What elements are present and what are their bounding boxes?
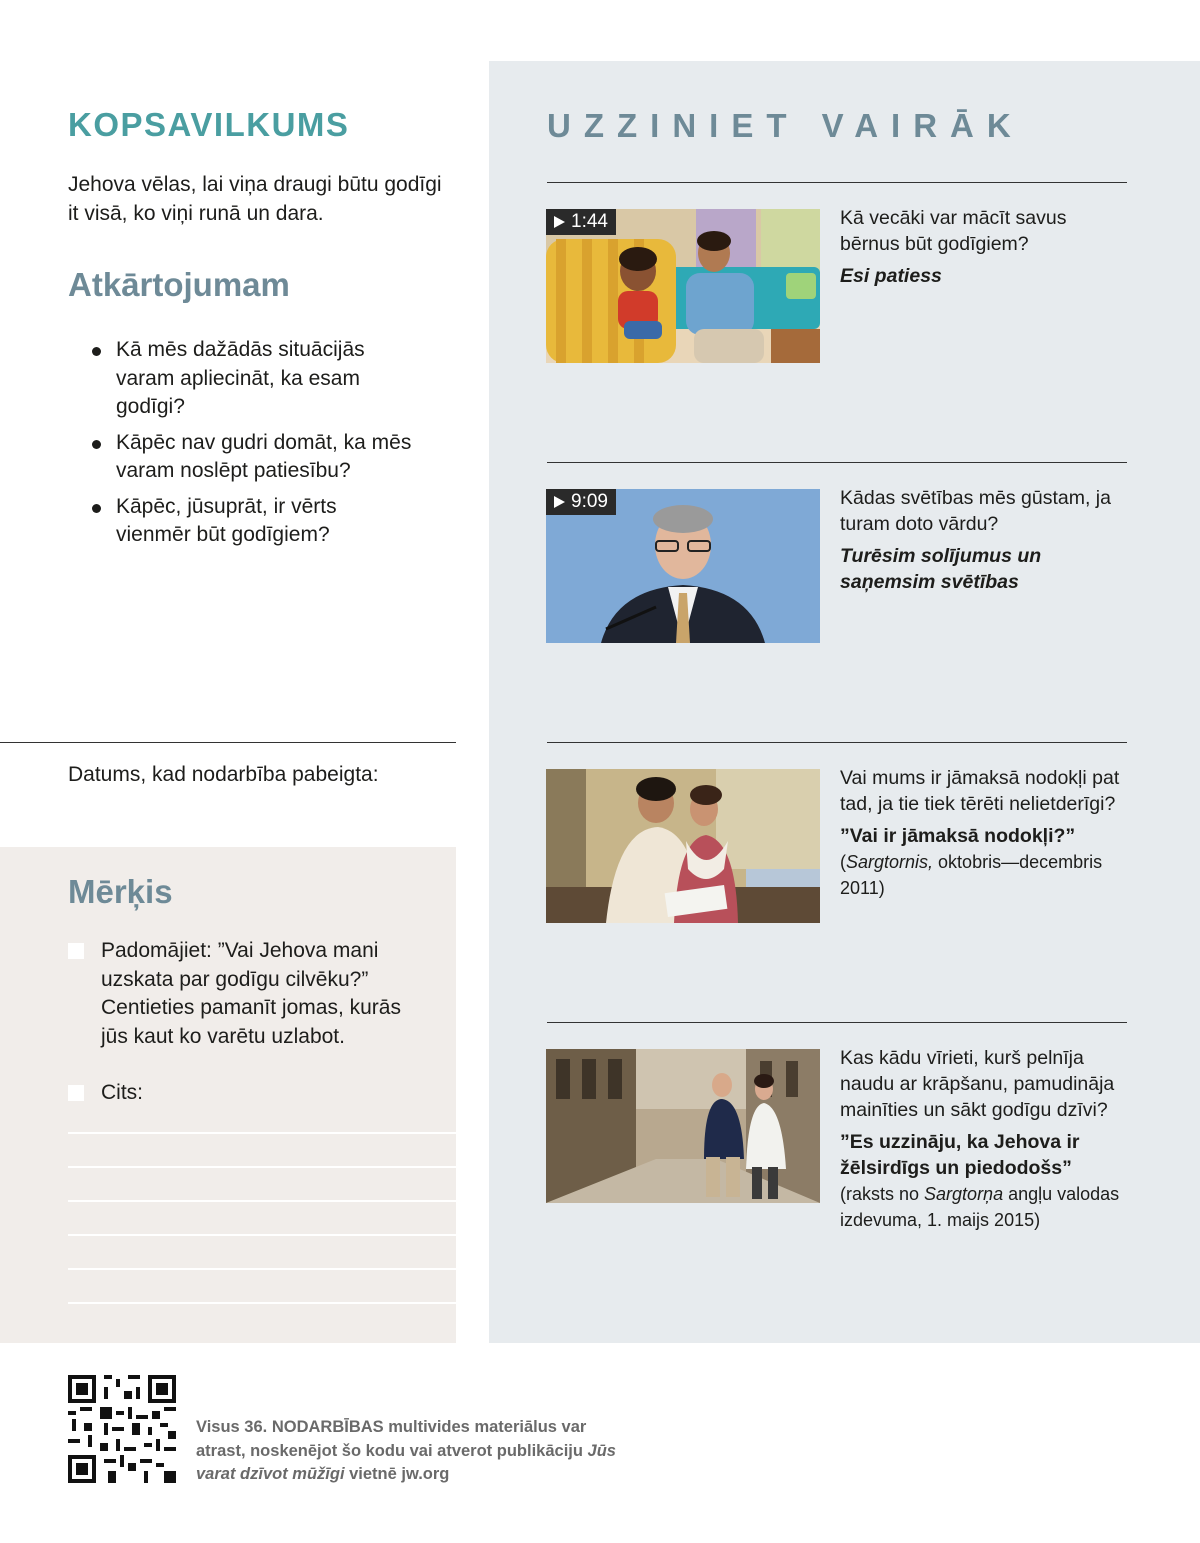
summary-text: Jehova vēlas, lai viņa draugi būtu godīgi it visā, ko viņi runā un dara. — [68, 173, 442, 225]
qr-code-icon[interactable] — [68, 1375, 176, 1483]
entry-title-link[interactable]: ”Vai ir jāmaksā nodokļi?” — [840, 825, 1076, 847]
review-item — [92, 493, 412, 550]
goal-item-text: Cits: — [101, 1081, 143, 1104]
video-duration: 9:09 — [571, 491, 608, 512]
entry-source-note: (Sargtornis, oktobris—decembris 2011) — [840, 852, 1103, 898]
entry-title-link[interactable]: ”Es uzzināju, ka Jehova ir žēlsirdīgs un piedodošs” — [840, 1131, 1080, 1179]
goal-checkbox-item[interactable] — [68, 937, 421, 1051]
video-thumbnail[interactable] — [546, 489, 820, 643]
video-thumbnail[interactable] — [546, 209, 820, 363]
article-thumbnail[interactable] — [546, 1049, 820, 1203]
goal-heading: Mērķis — [68, 873, 173, 910]
writing-line[interactable] — [68, 1268, 456, 1270]
play-icon — [554, 216, 565, 228]
checkbox-icon[interactable] — [68, 943, 84, 959]
goal-panel — [0, 847, 456, 1343]
writing-line[interactable] — [68, 1234, 456, 1236]
video-duration-badge — [546, 209, 616, 235]
completion-date-label: Datums, kad nodarbība pabeigta: — [68, 763, 379, 786]
review-list — [92, 336, 412, 557]
writing-line[interactable] — [68, 1302, 456, 1304]
learn-more-heading: UZZINIET VAIRĀK — [547, 107, 1024, 144]
review-item — [92, 336, 412, 422]
entry-title-link[interactable]: Turēsim solījumus un saņemsim svētības — [840, 545, 1042, 593]
entry-text — [840, 1045, 1120, 1233]
review-item-text: Kāpēc nav gudri domāt, ka mēs varam noslēpt patiesību? — [116, 430, 412, 482]
bullet-icon — [92, 347, 101, 356]
divider — [547, 462, 1127, 463]
writing-line[interactable] — [68, 1132, 456, 1134]
footer-note: Visus 36. NODARBĪBAS multivides materiālus var atrast, noskenējot šo kodu vai atverot publikāciju Jūs varat dzīvot mūžīgi vietnē jw.org — [196, 1418, 616, 1483]
bullet-icon — [92, 440, 101, 449]
couple-paperwork-image — [546, 769, 820, 923]
writing-line[interactable] — [68, 1166, 456, 1168]
summary-heading: KOPSAVILKUMS — [68, 106, 350, 143]
video-duration-badge — [546, 489, 616, 515]
review-heading: Atkārtojumam — [68, 266, 290, 303]
entry-source-note: (raksts no Sargtorņa angļu valodas izdevuma, 1. maijs 2015) — [840, 1184, 1120, 1230]
entry-question: Kā vecāki var mācīt savus bērnus būt godīgiem? — [840, 207, 1067, 255]
review-item — [92, 429, 412, 486]
review-item-text: Kāpēc, jūsuprāt, ir vērts vienmēr būt godīgiem? — [116, 494, 337, 546]
goal-item-text: Padomājiet: ”Vai Jehova mani uzskata par godīgu cilvēku?” Centieties pamanīt jomas, kurās jūs kaut ko varētu uzlabot. — [101, 939, 401, 1048]
divider — [547, 182, 1127, 183]
bullet-icon — [92, 504, 101, 513]
goal-checkbox-item[interactable] — [68, 1079, 421, 1108]
divider — [0, 742, 456, 743]
learn-more-panel — [489, 61, 1200, 1343]
entry-question: Kas kādu vīrieti, kurš pelnīja naudu ar krāpšanu, pamudināja mainīties un sākt godīgu dzīvi? — [840, 1047, 1115, 1121]
entry-text — [840, 765, 1120, 901]
entry-title-link[interactable]: Esi patiess — [840, 265, 942, 287]
writing-line[interactable] — [68, 1200, 456, 1202]
article-thumbnail[interactable] — [546, 769, 820, 923]
entry-text — [840, 205, 1120, 289]
couple-street-image — [546, 1049, 820, 1203]
divider — [547, 742, 1127, 743]
divider — [547, 1022, 1127, 1023]
review-item-text: Kā mēs dažādās situācijās varam apliecināt, ka esam godīgi? — [116, 338, 365, 418]
entry-question: Vai mums ir jāmaksā nodokļi pat tad, ja tie tiek tērēti nelietderīgi? — [840, 767, 1120, 815]
play-icon — [554, 496, 565, 508]
entry-text — [840, 485, 1120, 595]
entry-question: Kādas svētības mēs gūstam, ja turam doto vārdu? — [840, 487, 1111, 535]
video-duration: 1:44 — [571, 211, 608, 232]
checkbox-icon[interactable] — [68, 1085, 84, 1101]
